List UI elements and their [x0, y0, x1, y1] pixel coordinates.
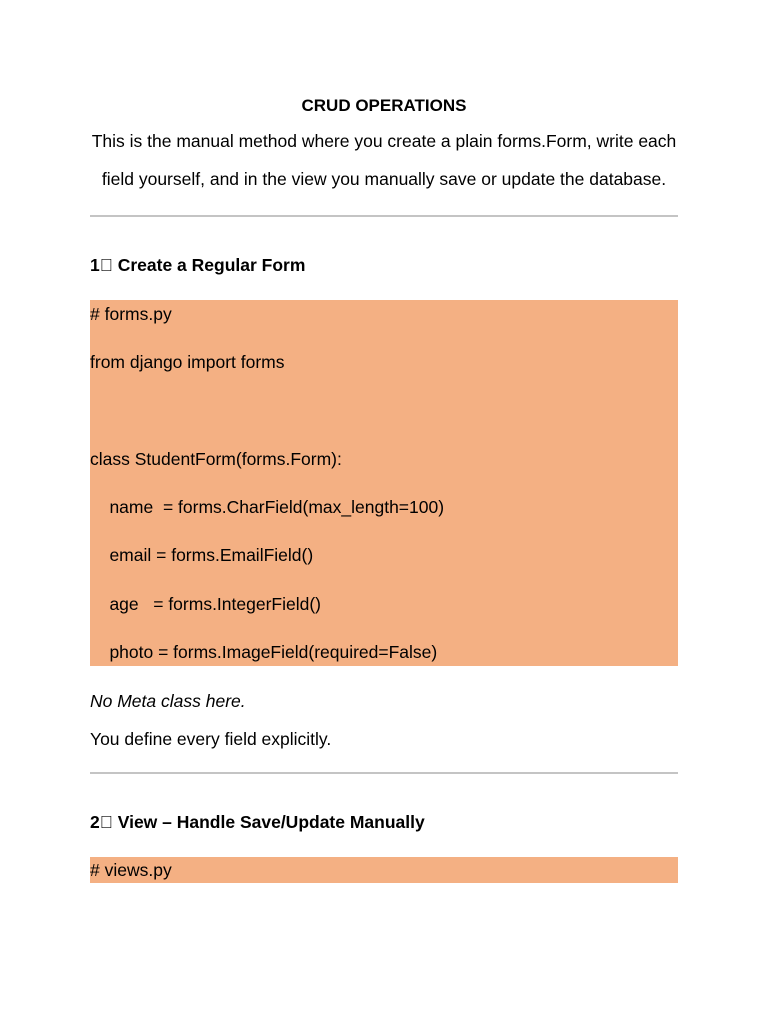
- code-line: email = forms.EmailField(): [90, 545, 314, 566]
- horizontal-rule: [90, 215, 678, 217]
- code-line: name = forms.CharField(max_length=100): [90, 497, 445, 518]
- code-block-forms: [90, 300, 678, 666]
- intro-paragraph: This is the manual method where you create a plain forms.Form, write each field yourself, and in the view you manually save or update the database.: [91, 131, 677, 189]
- horizontal-rule: [90, 772, 678, 774]
- code-block-views: [90, 857, 678, 883]
- code-line: # forms.py: [90, 304, 172, 324]
- section-2-heading: 2⃣ View – Handle Save/Update Manually: [90, 812, 425, 833]
- code-line: class StudentForm(forms.Form):: [90, 448, 342, 469]
- code-line: age = forms.IntegerField(): [90, 593, 321, 614]
- code-line: photo = forms.ImageField(required=False): [90, 642, 438, 663]
- code-line: [90, 397, 678, 445]
- note-explicit-fields: You define every field explicitly.: [90, 729, 332, 750]
- code-line: # views.py: [90, 860, 172, 881]
- page-title: CRUD OPERATIONS: [301, 96, 467, 115]
- code-line: from django import forms: [90, 352, 285, 373]
- note-no-meta: No Meta class here.: [90, 691, 246, 712]
- section-1-heading: 1⃣ Create a Regular Form: [90, 255, 306, 275]
- page-content: [90, 94, 678, 883]
